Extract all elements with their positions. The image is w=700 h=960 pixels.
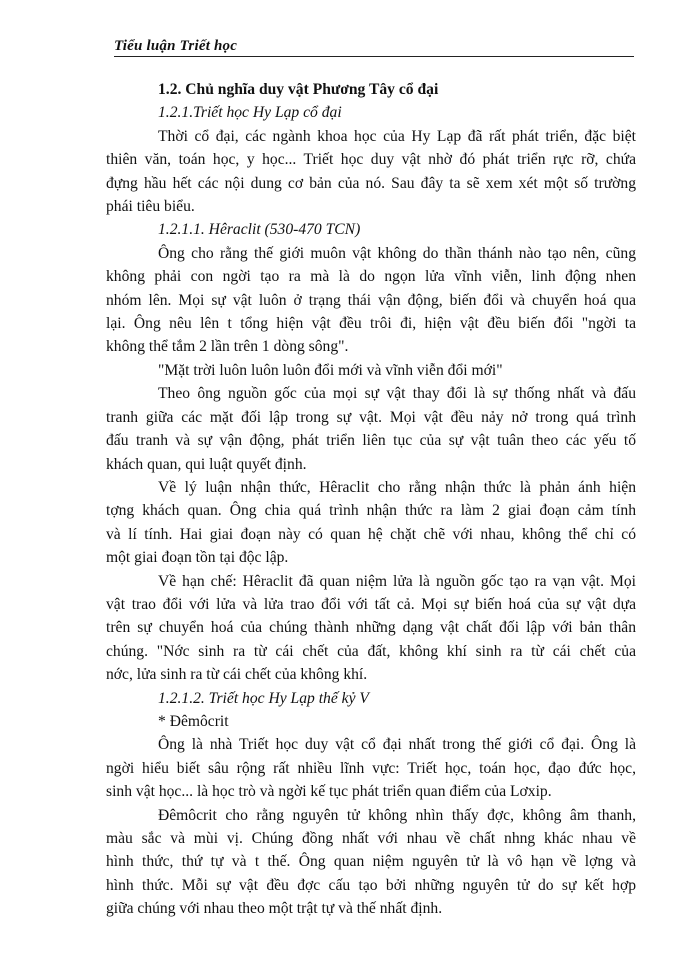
paragraph-heraclit-world — [106, 242, 636, 359]
paragraph-democrit-bio — [106, 733, 636, 803]
paragraph-line: hình thức, thứ tự và t thế. Ông quan niệm nguyên tử là vô hạn về lợng và — [106, 853, 636, 871]
paragraph-line: đựng hầu hết các nội dung cơ bản của nó. Sau đây ta sẽ xem xét một số trường — [106, 174, 636, 192]
paragraph-line: một giai đoạn tồn tại độc lập. — [106, 549, 289, 567]
paragraph-line: hình thức. Mỗi sự vật đều đợc cấu tạo bởi những nguyên tử do sự kết hợp — [106, 876, 636, 894]
paragraph-line: tranh giữa các mặt đối lập trong sự vật. Mọi vật đều nảy nở trong quá trình — [106, 408, 636, 426]
paragraph-line: tợng khách quan. Ông chia quá trình nhận thức ra làm 2 giai đoạn cảm tính — [106, 502, 636, 520]
document-body — [106, 78, 636, 921]
paragraph-line: nớc, lửa sinh ra từ cái chết của không khí. — [106, 666, 368, 684]
section-heading-1-2-1-2: 1.2.1.2. Triết học Hy Lạp thế kỷ V — [158, 689, 369, 707]
paragraph-line: chúng. "Nớc sinh ra từ cái chết của đất, không khí sinh ra từ cái chết của — [106, 642, 636, 660]
paragraph-line: Ông là nhà Triết học duy vật cổ đại nhất trong thế giới cổ đại. Ông là — [158, 736, 636, 754]
header-title: Tiểu luận Triết học — [114, 38, 238, 54]
paragraph-democrit-atoms — [106, 804, 636, 921]
paragraph-line: khách quan, qui luật quyết định. — [106, 455, 307, 473]
page-header — [114, 38, 634, 55]
paragraph-line: không phải con ngời tạo ra mà là do ngọn lửa vĩnh viễn, linh động nhen — [106, 268, 636, 286]
section-heading-heraclit: 1.2.1.1. Hêraclit (530-470 TCN) — [158, 221, 361, 239]
paragraph-line: nhóm lên. Mọi sự vật luôn ở trạng thái vận động, biến đổi và chuyển hoá qua — [106, 291, 636, 309]
paragraph-line: phái tiêu biểu. — [106, 198, 195, 216]
section-heading-1-2-1: 1.2.1.Triết học Hy Lạp cổ đại — [158, 104, 342, 122]
paragraph-heraclit-cognition — [106, 476, 636, 570]
paragraph-line: Ông cho rằng thế giới muôn vật không do thần thánh nào tạo nên, cũng — [158, 244, 636, 262]
section-heading-1-2: 1.2. Chủ nghĩa duy vật Phương Tây cổ đại — [158, 81, 439, 98]
bullet-democrit: * Đêmôcrit — [158, 712, 229, 730]
paragraph-line: thiên văn, toán học, y học... Triết học duy vật nhờ đó phát triển rực rỡ, chứa — [106, 151, 636, 169]
header-divider — [114, 56, 634, 57]
paragraph-line: Thời cổ đại, các ngành khoa học của Hy Lạp đã rất phát triển, đặc biệt — [158, 127, 636, 145]
paragraph-line: lại. Ông nêu lên t tổng hiện vật đều trôi đi, hiện vật đều biến đổi "ngời ta — [106, 315, 636, 333]
paragraph-intro — [106, 125, 636, 219]
paragraph-line: ngời hiểu biết sâu rộng rất nhiều lĩnh vực: Triết học, toán học, đạo đức học, — [106, 759, 636, 777]
paragraph-line: sinh vật học... là học trò và ngời kế tục phát triển quan điểm của Lơxip. — [106, 783, 552, 801]
quote-line: "Mặt trời luôn luôn luôn đổi mới và vĩnh viễn đổi mới" — [158, 361, 503, 379]
paragraph-heraclit-origin — [106, 382, 636, 476]
paragraph-line: màu sắc và mùi vị. Chúng đồng nhất với nhau về chất nhng khác nhau về — [106, 830, 636, 847]
paragraph-line: Đêmôcrit cho rằng nguyên tử không nhìn thấy đợc, không âm thanh, — [158, 806, 636, 824]
paragraph-line: giữa chúng với nhau theo một trật tự và thế nhất định. — [106, 900, 443, 918]
paragraph-line: trên sự chuyển hoá của chúng thành những dạng vật chất đối lập với bản thân — [106, 619, 636, 637]
paragraph-line: Về hạn chế: Hêraclit đã quan niệm lửa là nguồn gốc tạo ra vạn vật. Mọi — [158, 572, 636, 590]
paragraph-line: và lí tính. Hai giai đoạn này có quan hệ chặt chẽ với nhau, không thể chỉ có — [106, 525, 636, 543]
paragraph-heraclit-limits — [106, 570, 636, 687]
paragraph-line: vật trao đổi với lửa và lửa trao đổi với tất cả. Mọi sự biến hoá của sự vật dựa — [106, 595, 636, 613]
paragraph-line: không thể tắm 2 lần trên 1 dòng sông". — [106, 338, 349, 356]
paragraph-line: Theo ông nguồn gốc của mọi sự vật thay đổi là sự thống nhất và đấu — [158, 385, 636, 403]
paragraph-line: Về lý luận nhận thức, Hêraclit cho rằng nhận thức là phản ánh hiện — [158, 478, 636, 496]
paragraph-line: đấu tranh và sự vận động, phát triển liên tục của sự vật tuân theo các yếu tố — [106, 432, 636, 450]
